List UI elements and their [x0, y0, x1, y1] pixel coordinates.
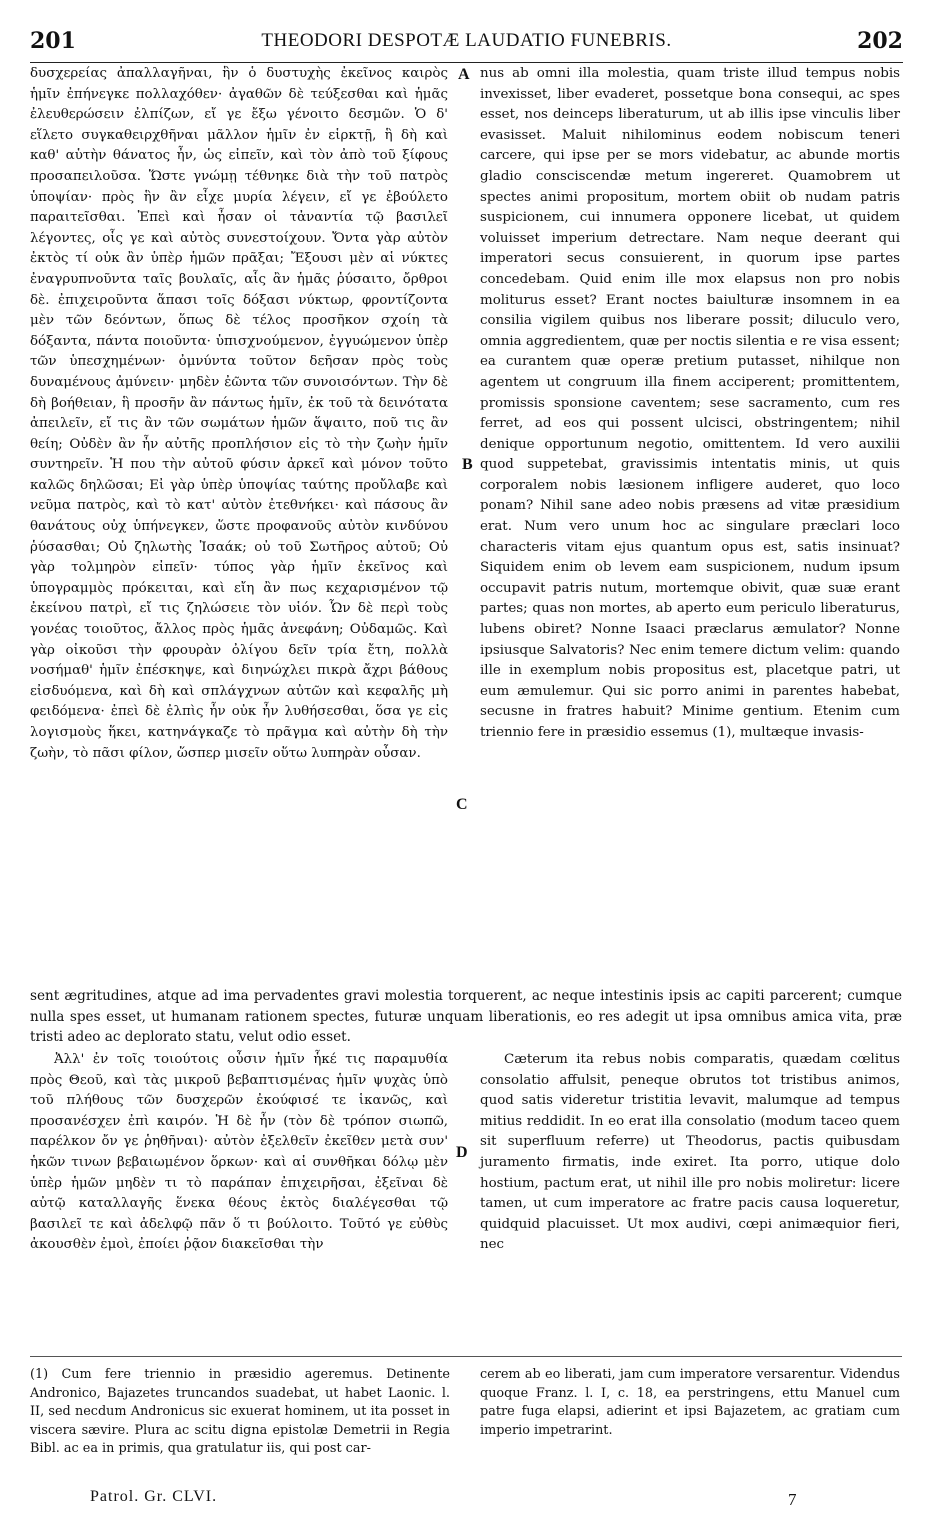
- latin-column-bottom: [480, 1050, 900, 1256]
- running-header: [30, 28, 903, 63]
- footnote-divider: [30, 1356, 902, 1357]
- latin-column-top: [480, 64, 900, 744]
- margin-marker-d: D: [456, 1144, 468, 1161]
- footnote-right: cerem ab eo liberati, jam cum imperatore versarentur. Videndus quoque Franz. l. I, c. 18, ea perstringens, ettu Manuel cum patre fuga elapsi, adierint et ipsi Bajazetem, ac gratiam cum imperio impetrarint.: [480, 1367, 900, 1438]
- full-width-text: [30, 986, 902, 1048]
- footnote-left: (1) Cum fere triennio in præsidio ageremus. Detinente Andronico, Bajazetes truncandos suadebat, ut habet Laonic. l. II, sed necdum Andronicus sic exuerat hominem, ut ita posset in viscera sævire. Plura ac scitu digna epistolæ Demetrii in Regia Bibl. ac ea in primis, qua gratulatur iis, qui post car-: [30, 1367, 450, 1456]
- latin-paragraph-2: Cæterum ita rebus nobis comparatis, quædam cœlitus consolatio affulsit, peneque obrutos tot tristibus animos, quod satis videretur tristitia levavit, malumque ad tempus mitius reddidit. In eo erat illa consolatio (modum taceo quem sit superfluum referre) ut Theodorus, pactis quibusdam juramento firmatis, inde exiret. Ita porro, utique dolo hostium, pactum erat, ut nihil ille pro nobis moliretur: licere tamen, ut cum imperatore ac fratre pacis causa loqueretur, quidquid placuisset. Ut mox audivi, cœpi animæquior fieri, nec: [480, 1052, 900, 1253]
- greek-column-top: [30, 64, 448, 764]
- margin-marker-c: C: [456, 796, 468, 813]
- page-number-left: 201: [30, 28, 76, 54]
- latin-paragraph: nus ab omni illa molestia, quam triste illud tempus nobis invexisset, liber evaderet, possetque bona consequi, ac spes esset, nos deinceps liberaturum, ut ab illis ipse vinculis liber evasisset. Maluit nihilominus eodem nobiscum teneri carcere, qui ipse per se mors videbatur, ac abunde mortis gladio consciscendæ metum ingereret. Quamobrem ut spectes animi propositum, mortem obiit ob nudam patris suspicionem, cui innumera opponere licebat, ut quidem voluisset imperium detrectare. Nam neque deerant qui imperatori secus consuierent, in quorum ipse partes concedebam. Quid enim ille mox elapsus non pro nobis moliturus esset? Erant noctes baiulturæ insomnem in ea consilia vigilem quibus nos liberare possit; diluculo vero, omnia aggredientem, quæ per noctis silentia e re visa essent; ea curantem quæ operæ pretium putasset, nihilque non agentem ut congruum illa finem acciperent; promittentem, promissis sponsione caventem; sese sacramento, cum res ferret, ad eos qui possent ulcisci, obstringentem; nihil denique opportunum negotio, omittentem. Id vero auxilii quod suppetebat, gravissimis intentatis minis, ut quis corporalem nobis læsionem infligere auderet, quo loco ponam? Nihil sane adeo nobis præsens ad vitæ præsidium erat. Num vero unum hoc ac singulare præclari loco characteris vitam ejus quantum opus est, satis insinuat? Siquidem enim ob levem eam suspicionem, nudum ipsum occupavit patris nutum, mortemque obivit, quæ suæ erant partes; quas non mortes, ab aperto eum periculo liberaturus, lubens obiret? Nonne Isaaci præclarus æmulator? Nonne ipsiusque Salvatoris? Nec enim temere dictum velim: quando ille in exemplum nobis propositus est, placetque patri, ut eum æmulemur. Qui sic porro animi in parentes habebat, secusne in fratres habuit? Minime gentium. Etenim cum triennio fere in præsidio essemus (1), multæque invasis-: [480, 66, 900, 740]
- greek-paragraph: δυσχερείας ἀπαλλαγῆναι, ἣν ὁ δυστυχὴς ἐκεῖνος καιρὸς ἡμῖν ἐπήνεγκε πολλαχόθεν· ἀγαθῶν δὲ τεύξεσθαι καὶ ἡμᾶς ἐλευθερώσειν ἐλπίζων, εἴ γε ἔξω γένοιτο δεσμῶν. Ὁ δ' εἵλετο συγκαθειρχθῆναι μᾶλλον ἡμῖν ἐν εἱρκτῇ, ἣ δὴ καὶ καθ' αὑτὴν θάνατος ἦν, ὡς εἰπεῖν, καὶ τὸν ἀπὸ τοῦ ξίφους προσαπειλοῦσα. Ὥστε γνώμῃ τέθνηκε διὰ τὴν τοῦ πατρὸς ὑποψίαν· πρὸς ἣν ἂν εἶχε μυρία λέγειν, εἴ γε ἐβούλετο παραιτεῖσθαι. Ἐπεὶ καὶ ἦσαν οἱ τἀναντία τῷ βασιλεῖ λέγοντες, οἷς γε καὶ αὐτὸς συνεστοίχουν. Ὄντα γὰρ αὐτὸν ἐκτὸς τί οὐκ ἂν ὑπὲρ ἡμῶν πρᾶξαι; Ἔξουσι μὲν αἱ νύκτες ἐναγρυπνοῦντα ταῖς βουλαῖς, αἷς ἂν ἡμᾶς ῥύσαιτο, ὄρθροι δὲ. ἐπιχειροῦντα ἅπασι τοῖς δόξασι νύκτωρ, φροντίζοντα μὲν τῶν δεόντων, ὅπως δὲ τέλος προσῆκον σχοίη τὰ δόξαντα, πάντα ποιοῦντα· ὑπισχνούμενον, ἐγγυώμενον ὑπὲρ τῶν ὑπεσχημένων· ὀμνύντα τοῦτον δεῆσαν πρὸς τοὺς δυναμένους ἀμύνειν· μηδὲν ἐῶντα τῶν συνοισόντων. Τὴν δὲ δὴ βοήθειαν, ἣ προσῆν ἂν πάντως ἡμῖν, ἐκ τοῦ τὰ δεινότατα ἀπειλεῖν, εἴ τις ἂν τῶν σωμάτων ἡμῶν ἅψαιτο, ποῦ τις ἂν θείη; Οὐδὲν ἂν ἦν αὐτῆς προπλήσιον εἰς τὸ τὴν ζωὴν ἡμῖν συντηρεῖν. Ἡ που τὴν αὐτοῦ φύσιν ἀρκεῖ καὶ μόνον τοῦτο καλῶς δηλῶσαι; Εἰ γὰρ ὑπὲρ ὑποψίας ταύτης προὔλαβε καὶ νεῦμα πατρὸς, καὶ τὸ κατ' αὐτὸν ἐτεθνήκει· καὶ πάσους ἂν θανάτους οὐχ ὑπήνεγκεν, ὥστε προφανοῦς αὐτὸν κινδύνου ῥύσασθαι; Οὐ ζηλωτὴς Ἰσαάκ; οὐ τοῦ Σωτῆρος αὐτοῦ; Οὐ γὰρ τολμηρὸν εἰπεῖν· τύπος γὰρ ἡμῖν ἐκεῖνος καὶ ὑπογραμμὸς πρόκειται, καὶ εἴη ἂν πως κεχαρισμένον τῷ ἐκείνου πατρὶ, εἴ τις ζηλώσειε τὸν υἱόν. Ὧν δὲ περὶ τοὺς γονέας τοιοῦτος, ἄλλος πρὸς ἡμᾶς ἀνεφάνη; Οὐδαμῶς. Καὶ γὰρ οἰκοῦσι τὴν φρουρὰν ὀλίγου δεῖν τρία ἔτη, πολλὰ νοσήμαθ' ἡμῖν ἐπέσκηψε, καὶ διηνώχλει πικρὰ ἄχρι βάθους εἰσδυόμενα, καὶ δὴ καὶ σπλάγχνων αὐτῶν καὶ κεφαλῆς μὴ φειδόμενα· ἐπεὶ δὲ ἐλπὶς ἦν οὐκ ἦν λυθήσεσθαι, ὅσα γε εἰς λογισμοὺς ἥκει, κατηνάγκαζε τὸ πρᾶγμα καὶ αὐτὴν δὴ τὴν ζωὴν, τὸ πᾶσι φίλον, ὥσπερ μισεῖν οὕτω λυπηρὰν οὖσαν.: [30, 66, 448, 761]
- page-number-right: 202: [857, 28, 903, 54]
- sheet-number: 7: [788, 1490, 797, 1509]
- greek-paragraph-2: Ἀλλ' ἐν τοῖς τοιούτοις οὖσιν ἡμῖν ἧκέ τις παραμυθία πρὸς Θεοῦ, καὶ τὰς μικροῦ βεβαπτισμένας ἡμῖν ψυχὰς ὑπὸ τοῦ πλήθους τῶν δυσχερῶν ἐκούφισέ τε ἱκανῶς, καὶ προσανέσχεν ἐπὶ καιρόν. Ἡ δὲ ἦν (τὸν δὲ τρόπον σιωπῶ, παρέλκον ὄν γε ῥηθῆναι)· αὐτὸν ἐξελθεῖν ἐκεῖθεν μετὰ συν' ἡκῶν τινων βεβαιωμένον ὅρκων· καὶ αἱ συνθῆκαι δόλῳ μὲν ὑπὲρ ἡμῶν μηδὲν τι τὸ παράπαν ἐπιχειρῆσαι, ἐξεῖναι δὲ αὐτῷ καταλλαγῆς ἕνεκα θέους ἐκτὸς διαλέγεσθαι τῷ βασιλεῖ τε καὶ ἀδελφῷ πᾶν ὅ τι βούλοιτο. Τοῦτό γε εὐθὺς ἀκουσθὲν ἐμοὶ, ἐποίει ῥᾷον διακεῖσθαι τὴν: [30, 1052, 448, 1253]
- margin-marker-a: A: [458, 66, 470, 83]
- signature-mark: Patrol. Gr. CLVI.: [90, 1488, 218, 1505]
- greek-column-bottom: [30, 1050, 448, 1256]
- running-title: THEODORI DESPOTÆ LAUDATIO FUNEBRIS.: [261, 30, 672, 51]
- margin-marker-b: B: [462, 456, 473, 473]
- full-width-paragraph: sent ægritudines, atque ad ima pervadentes gravi molestia torquerent, ac neque intestinis ipsis ac capiti parcerent; cumque nulla spes esset, ut humanam rationem spectes, futuræ unquam liberationis, eo res adegit ut ipsa omnibus amica vita, præ tristi adeo ac deplorato statu, velut odio esset.: [30, 988, 902, 1046]
